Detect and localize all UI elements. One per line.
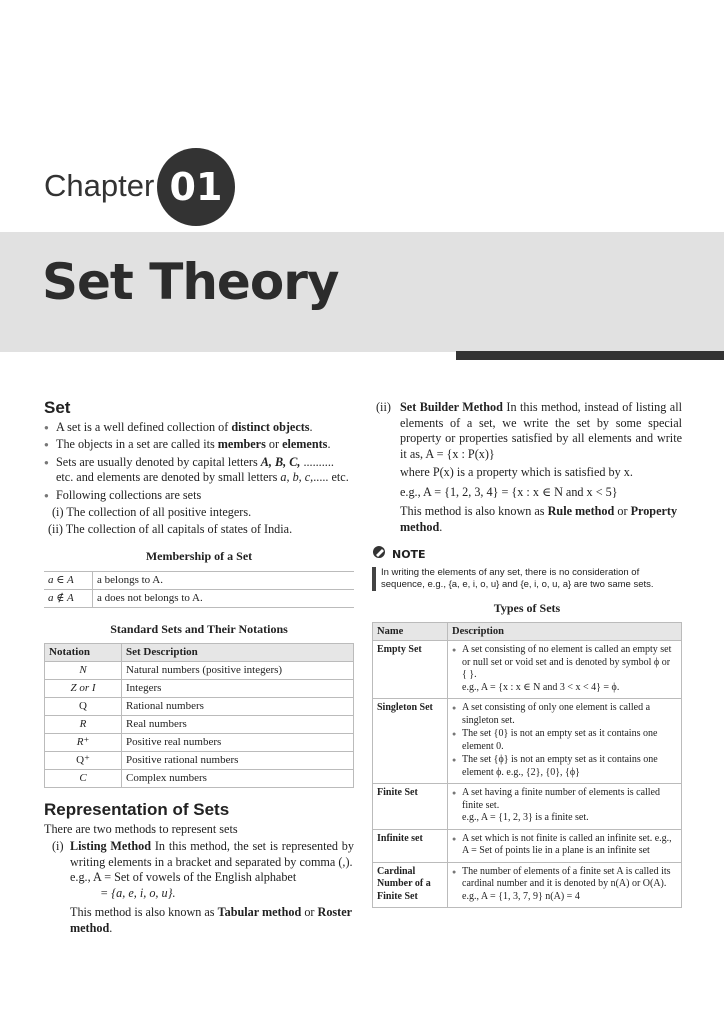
table-cell: Natural numbers (positive integers) [122, 662, 354, 680]
page-title: Set Theory [42, 253, 339, 311]
builder-alt-names: This method is also known as Rule method or Property method. [400, 504, 678, 534]
type-name: Finite Set [373, 784, 448, 830]
table-row [373, 784, 682, 830]
list-item: ● The set {0} is not an empty set as it contains one element 0. [452, 728, 677, 753]
type-name: Empty Set [373, 641, 448, 699]
table-cell: Complex numbers [122, 770, 354, 788]
list-item: ● A set which is not finite is called an infinite set. e.g., A = Set of points lie in a plane is an infinite set [452, 833, 677, 858]
table-cell: Q [45, 698, 122, 716]
table-cell: Q⁺ [45, 752, 122, 770]
list-item: ● The objects in a set are called its members or elements. [44, 437, 354, 453]
list-item: ● A set is a well defined collection of distinct objects. [44, 420, 354, 436]
table-cell: Positive real numbers [122, 734, 354, 752]
representation-intro: There are two methods to represent sets [44, 821, 238, 836]
table-cell: Rational numbers [122, 698, 354, 716]
list-item: ● The set {ϕ} is not an empty set as it contains one element ϕ. e.g., {2}, {0}, {ϕ} [452, 754, 677, 779]
type-name: Singleton Set [373, 699, 448, 784]
table-row [373, 699, 682, 784]
section-heading-set: Set [44, 398, 71, 417]
column-header: Description [448, 623, 682, 641]
table-cell: C [45, 770, 122, 788]
table-row [45, 698, 354, 716]
type-name: Infinite set [373, 829, 448, 862]
list-item: ● A set having a finite number of elements is called finite set. e.g., A = {1, 2, 3} is a finite set. [452, 787, 677, 825]
chapter-label: Chapter [44, 168, 155, 203]
table-cell: R [45, 716, 122, 734]
type-description [448, 641, 682, 699]
table-header-row [373, 623, 682, 641]
membership-table [44, 571, 354, 608]
type-description [448, 784, 682, 830]
table-cell: a ∈ A [44, 571, 93, 589]
table-cell: Z or I [45, 680, 122, 698]
title-rule [456, 351, 724, 360]
list-item: ● Following collections are sets [44, 488, 354, 504]
type-description [448, 862, 682, 908]
listing-alt-names: This method is also known as Tabular method or Roster method. [70, 905, 352, 935]
left-column [44, 400, 354, 936]
table-row [373, 829, 682, 862]
table-row [45, 680, 354, 698]
section-heading-representation: Representation of Sets [44, 800, 230, 819]
example-item: (i) The collection of all positive integers. [52, 505, 252, 519]
note-text: In writing the elements of any set, there is no consideration of sequence, e.g., {a, e, i, o, u} and {e, i, o, u, a} are two same sets. [372, 567, 682, 591]
table-cell: Integers [122, 680, 354, 698]
standard-sets-table [44, 643, 354, 788]
list-item: ● The number of elements of a finite set A is called its cardinal number and it is denoted by n(A) or O(A). e.g., A = {1, 3, 7, 9} n(A) = 4 [452, 866, 677, 904]
list-item: ● A set consisting of no element is called an empty set or null set or void set and is denoted by symbol ϕ or { }. e.g., A = {x : x ∈ N and 3 < x < 4} = ϕ. [452, 644, 677, 694]
example-item: (ii) The collection of all capitals of states of India. [48, 521, 293, 536]
chapter-number-badge: 01 [157, 148, 235, 226]
type-description [448, 699, 682, 784]
table-row [45, 734, 354, 752]
table-row [45, 662, 354, 680]
types-of-sets-table [372, 622, 682, 908]
type-description [448, 829, 682, 862]
list-item: ● Sets are usually denoted by capital letters A, B, C, .......... etc. and elements are denoted by small letters a, b, c,..... etc. [44, 455, 354, 486]
table-row [373, 641, 682, 699]
table-row [45, 716, 354, 734]
builder-method: (ii) Set Builder Method In this method, instead of listing all elements of a set, we write the set by some special property or properties satisfied by all elements and write it as, A = {x : P(x)} [376, 400, 682, 461]
listing-example-result: = {a, e, i, o, u}. [100, 885, 176, 900]
column-header: Set Description [122, 644, 354, 662]
table-cell: R⁺ [45, 734, 122, 752]
note-heading [372, 545, 682, 564]
table-row [45, 752, 354, 770]
table-row [44, 571, 354, 589]
table-header-row [45, 644, 354, 662]
type-name: Cardinal Number of a Finite Set [373, 862, 448, 908]
table-cell: N [45, 662, 122, 680]
table-cell: a belongs to A. [93, 571, 355, 589]
pen-icon [372, 545, 388, 564]
table-cell: a does not belongs to A. [93, 589, 355, 607]
table-row [45, 770, 354, 788]
builder-example: e.g., A = {1, 2, 3, 4} = {x : x ∈ N and x < 5} [400, 484, 618, 499]
table-cell: Positive rational numbers [122, 752, 354, 770]
right-column [372, 400, 682, 908]
list-item: ● A set consisting of only one element is called a singleton set. [452, 702, 677, 727]
builder-where: where P(x) is a property which is satisfied by x. [400, 465, 633, 479]
listing-example: e.g., A = Set of vowels of the English alphabet [70, 870, 297, 884]
listing-method: (i) Listing Method In this method, the set is represented by writing elements in a bracket and separated by comma (,). [52, 839, 354, 869]
table-cell: Real numbers [122, 716, 354, 734]
column-header: Name [373, 623, 448, 641]
table-row [373, 862, 682, 908]
set-bullet-list [44, 420, 354, 504]
note-label: NOTE [392, 547, 426, 561]
column-header: Notation [45, 644, 122, 662]
types-caption: Types of Sets [493, 600, 561, 615]
table-row [44, 589, 354, 607]
standard-sets-caption: Standard Sets and Their Notations [110, 621, 288, 636]
membership-caption: Membership of a Set [145, 549, 253, 563]
table-cell: a ∉ A [44, 589, 93, 607]
